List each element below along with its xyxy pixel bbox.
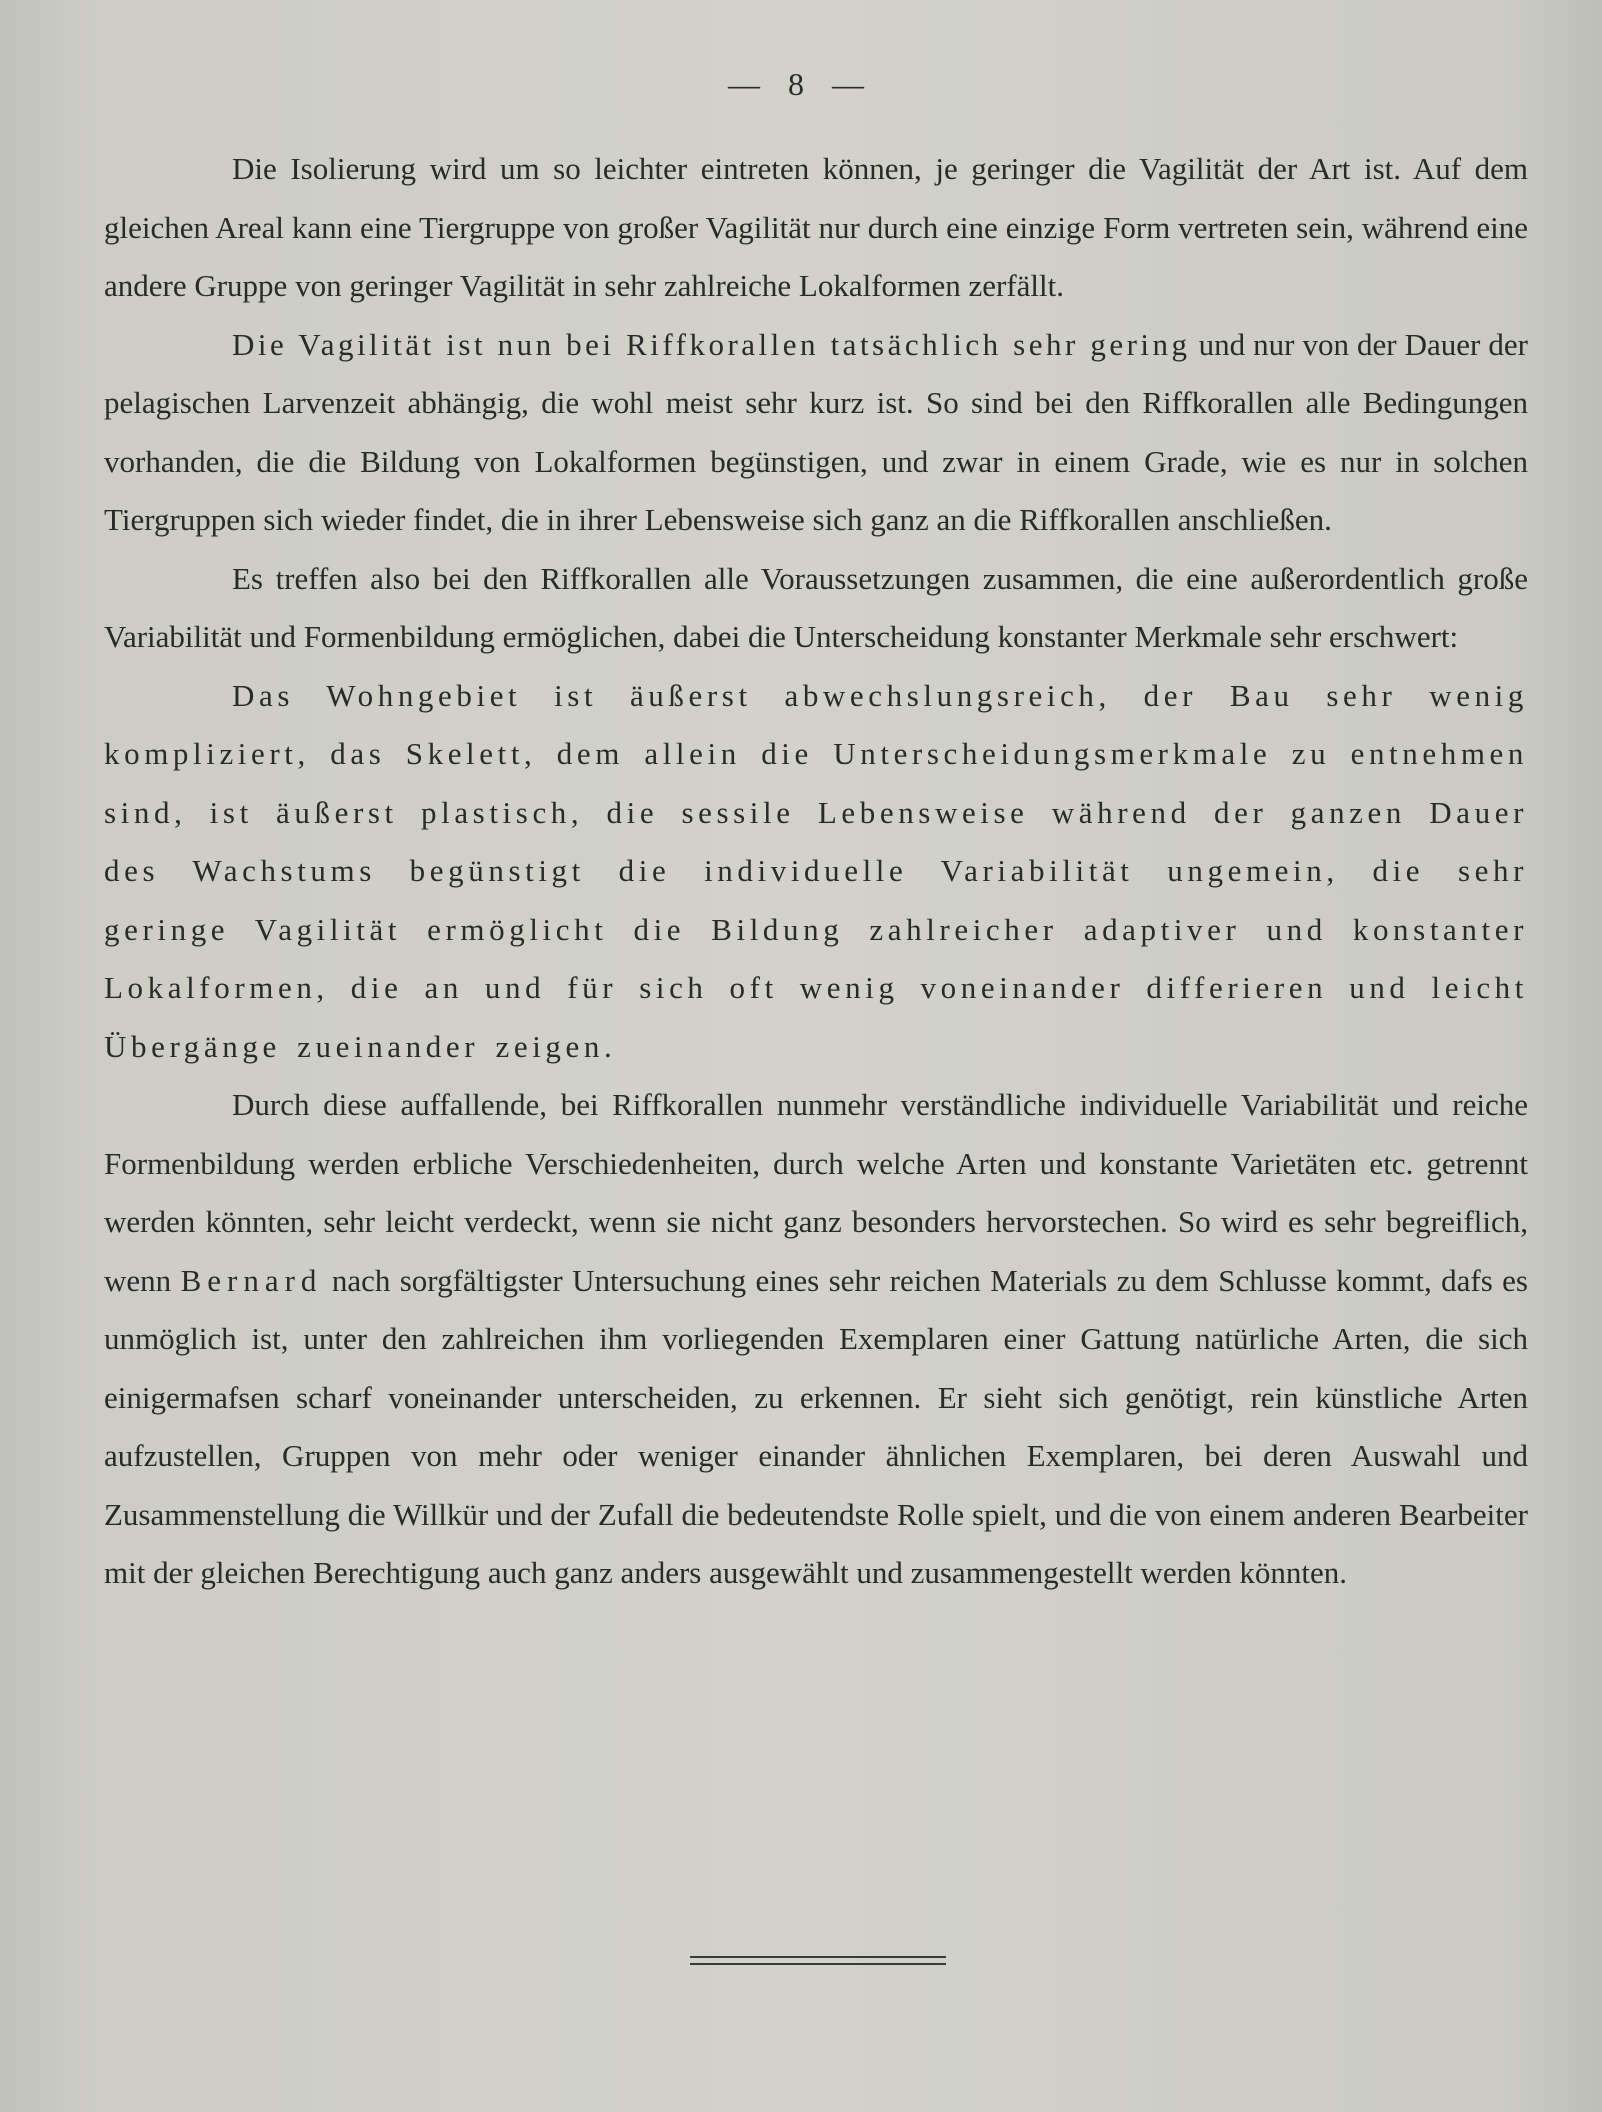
spaced-emphasis: Die Vagilität ist nun bei Riffkorallen tatsächlich sehr gering (232, 326, 1191, 362)
paragraph-bernard (104, 1076, 1528, 1603)
paragraph-bernard-before: Durch diese auffallende, bei Riffkorallen nunmehr verständliche individuelle Variabilität und reiche Formenbildung werden erbliche Verschiedenheiten, durch welche Arten und konstante Varietäten etc. getrennt werden könnten, sehr leicht verdeckt, wenn sie nicht ganz besonders hervorstechen. So wird es sehr begreiflich, wenn (104, 1087, 1528, 1298)
paragraph-vagilitaet (104, 316, 1528, 550)
paragraph-vagilitaet-rest: und nur von der Dauer der pelagischen Larvenzeit abhängig, die wohl meist sehr kurz ist. So sind bei den Riffkorallen alle Bedingungen vorhanden, die die Bildung von Lokalformen begünstigen, und zwar in einem Grade, wie es nur in solchen Tiergruppen sich wieder findet, die in ihrer Lebensweise sich ganz an die Riffkorallen anschließen. (104, 326, 1528, 537)
paragraph-voraussetzungen: Es treffen also bei den Riffkorallen alle Voraussetzungen zusammen, die eine außerordentlich große Variabilität und Formenbildung ermöglichen, dabei die Unterscheidung konstanter Merkmale sehr erschwert: (104, 560, 1528, 654)
page-number: — 8 — (728, 66, 874, 102)
paragraph-isolierung: Die Isolierung wird um so leichter eintreten können, je geringer die Vagilität der Art ist. Auf dem gleichen Areal kann eine Tiergruppe von großer Vagilität nur durch eine einzige Form vertreten sein, während eine andere Gruppe von geringer Vagilität in sehr zahlreiche Lokalformen zerfällt. (104, 151, 1528, 303)
paragraph-wohngebiet: Das Wohngebiet ist äußerst abwechslungsreich, der Bau sehr wenig kompliziert, das Skelett, dem allein die Unterscheidungsmerkmale zu entnehmen sind, ist äußerst plastisch, die sessile Lebensweise während der ganzen Dauer des Wachstums begünstigt die individuelle Variabilität ungemein, die sehr geringe Vagilität ermöglicht die Bildung zahlreicher adaptiver und konstanter Lokalformen, die an und für sich oft wenig voneinander differieren und leicht Übergänge zueinander zeigen. (104, 677, 1528, 1064)
body-text (104, 140, 1528, 1603)
paragraph-bernard-after: nach sorgfältigster Untersuchung eines sehr reichen Materials zu dem Schlusse kommt, dafs es unmöglich ist, unter den zahlreichen ihm vorliegenden Exemplaren einer Gattung natürliche Arten, die sich einigermafsen scharf voneinander unterscheiden, zu erkennen. Er sieht sich genötigt, rein künstliche Arten aufzustellen, Gruppen von mehr oder weniger einander ähnlichen Exemplaren, bei deren Auswahl und Zusammenstellung die Willkür und der Zufall die bedeutendste Rolle spielt, und die von einem anderen Bearbeiter mit der gleichen Berechtigung auch ganz anders ausgewählt und zusammengestellt werden könnten. (104, 1262, 1528, 1590)
author-name-bernard: Bernard (180, 1262, 323, 1298)
section-end-rule (690, 1956, 946, 1965)
